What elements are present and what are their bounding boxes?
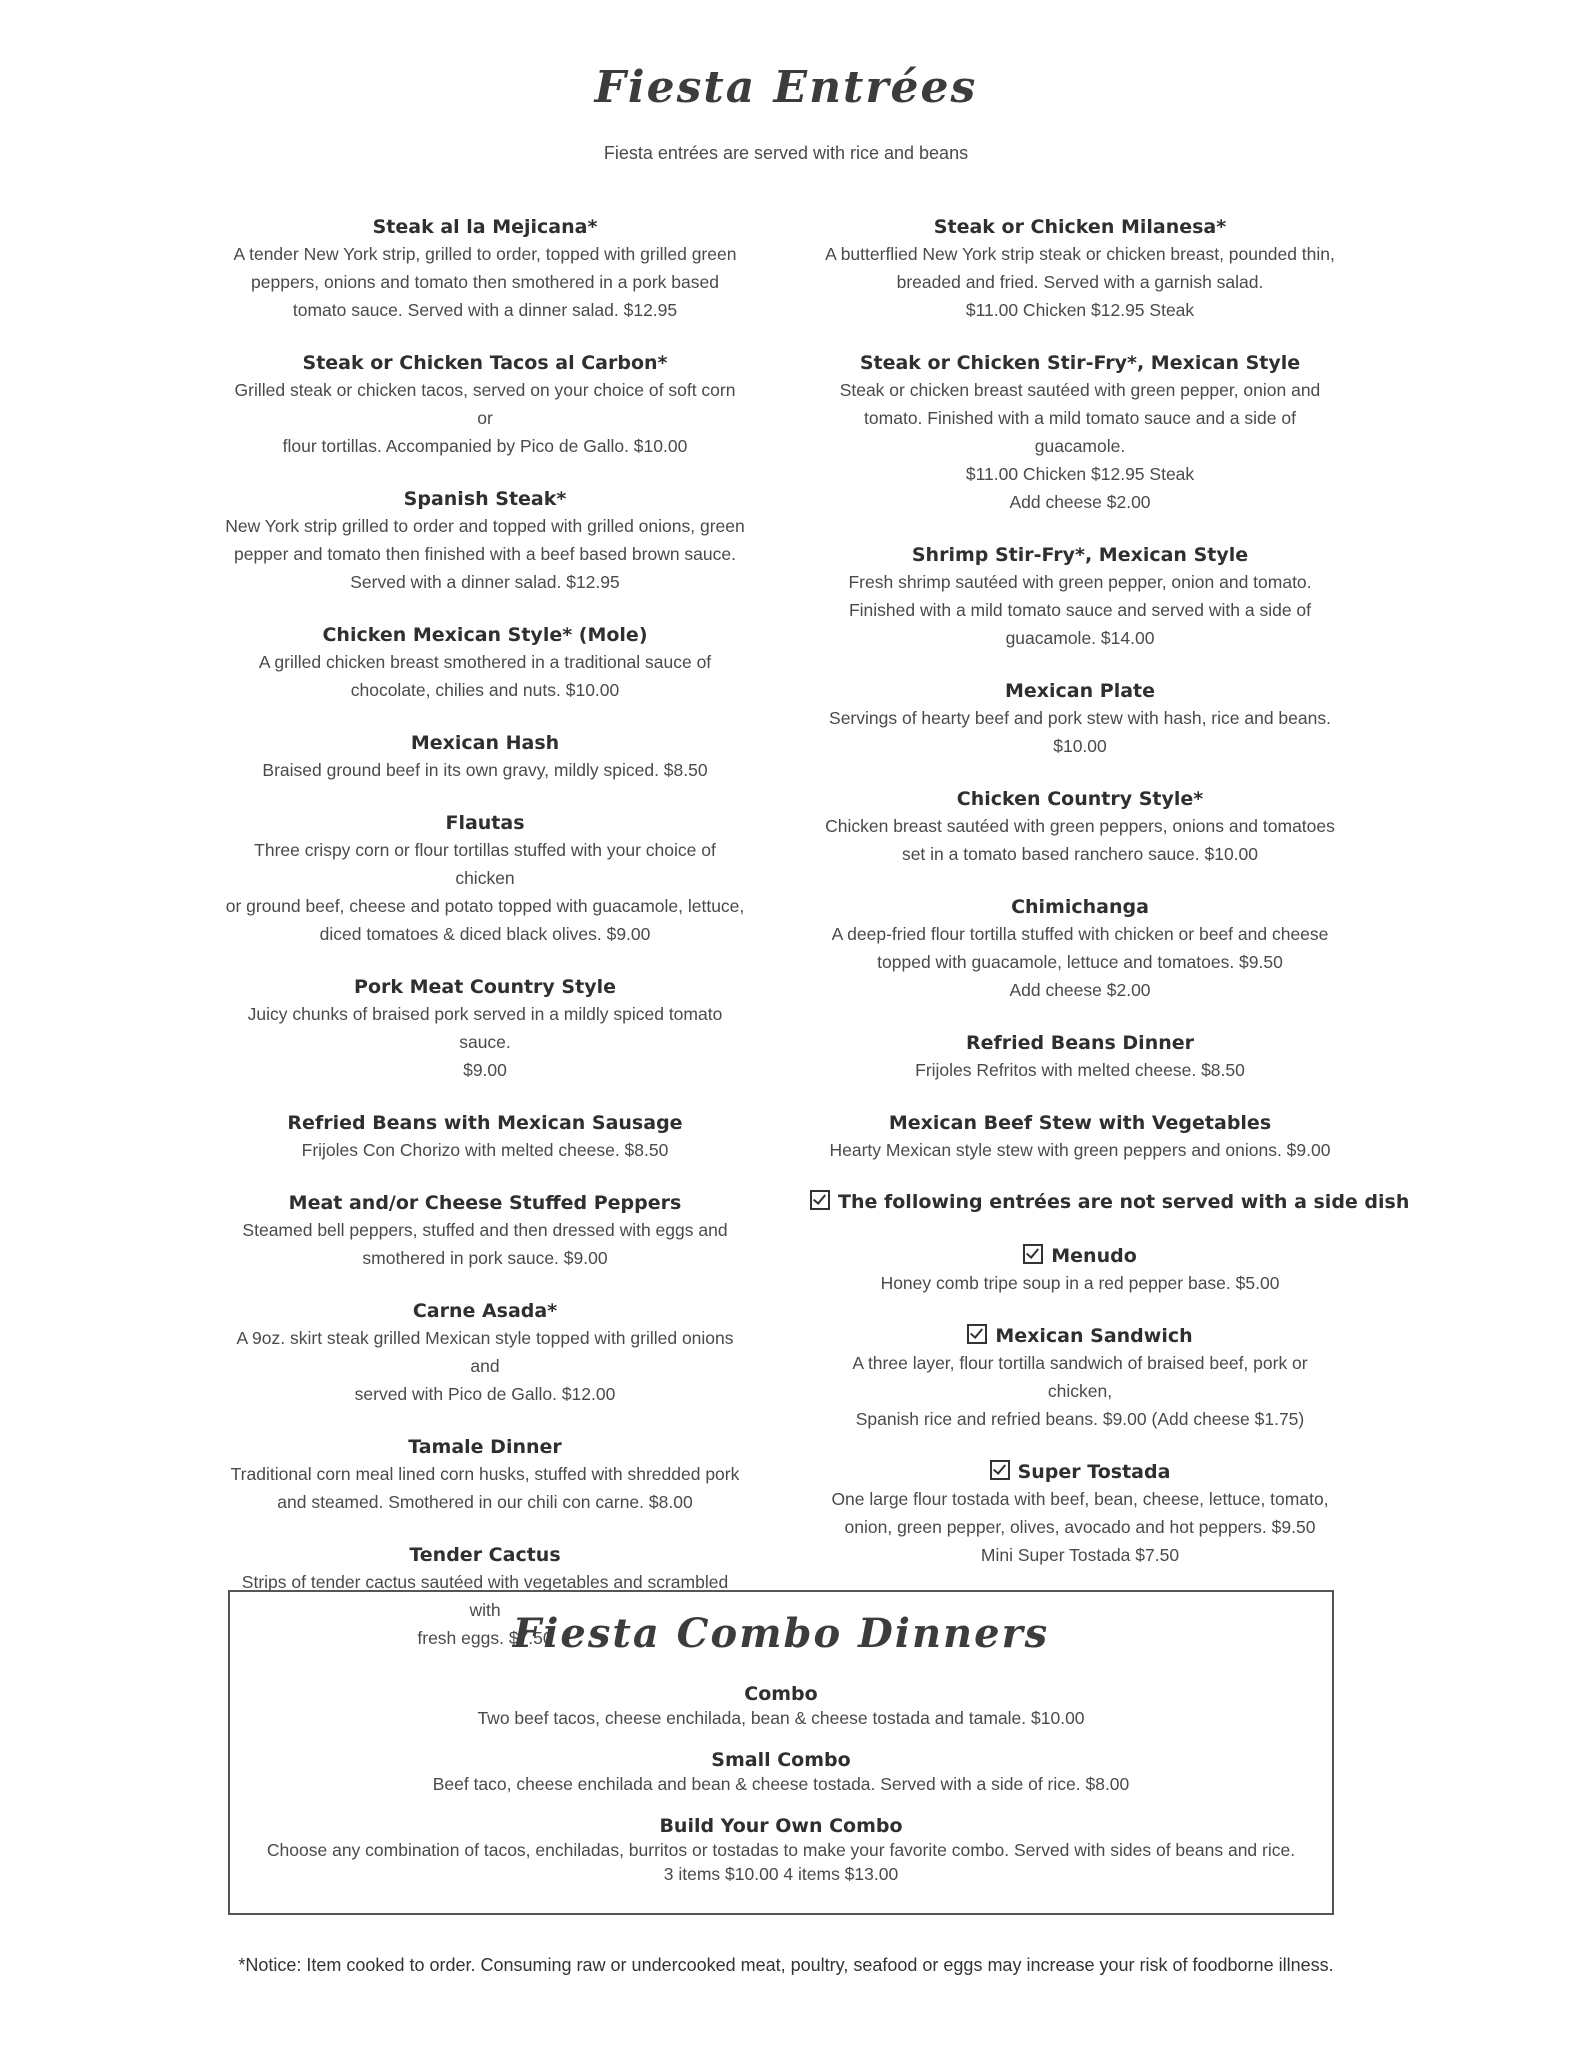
menu-item-description: Spanish rice and refried beans. $9.00 (Add cheese $1.75) xyxy=(855,1409,1305,1429)
menu-item-name xyxy=(225,730,745,756)
menu-item-description: served with Pico de Gallo. $12.00 xyxy=(354,1384,616,1404)
menu-item-name xyxy=(820,350,1340,376)
menu-item-title: Steak or Chicken Stir-Fry*, Mexican Style xyxy=(859,352,1301,374)
menu-item-description: A 9oz. skirt steak grilled Mexican style topped with grilled onions and xyxy=(236,1328,734,1376)
menu-item-name xyxy=(225,1434,745,1460)
combo-title: Fiesta Combo Dinners xyxy=(512,1610,1050,1657)
menu-item xyxy=(820,542,1340,652)
menu-item-description: Choose any combination of tacos, enchiladas, burritos or tostadas to make your favorite combo. Served with sides of beans and rice. xyxy=(266,1840,1296,1860)
menu-item-name xyxy=(225,810,745,836)
menu-item-title: Tender Cactus xyxy=(409,1544,561,1566)
menu-item-description: Add cheese $2.00 xyxy=(1009,980,1151,1000)
menu-item xyxy=(225,622,745,704)
menu-item-description: Beef taco, cheese enchilada and bean & cheese tostada. Served with a side of rice. $8.00 xyxy=(432,1774,1130,1794)
menu-item-title: Build Your Own Combo xyxy=(659,1815,903,1837)
menu-item-description: tomato sauce. Served with a dinner salad. $12.95 xyxy=(292,300,678,320)
menu-item-name xyxy=(225,214,745,240)
menu-item-name xyxy=(820,214,1340,240)
combo-item xyxy=(230,1682,1332,1730)
menu-item-description: diced tomatoes & diced black olives. $9.00 xyxy=(319,924,651,944)
menu-item-description: Two beef tacos, cheese enchilada, bean & cheese tostada and tamale. $10.00 xyxy=(477,1708,1085,1728)
menu-item xyxy=(820,678,1340,760)
menu-item-description: Braised ground beef in its own gravy, mildly spiced. $8.50 xyxy=(262,760,708,780)
menu-item xyxy=(225,350,745,460)
checked-box-icon xyxy=(1023,1244,1043,1264)
menu-item-description: One large flour tostada with beef, bean, cheese, lettuce, tomato, xyxy=(831,1489,1329,1509)
menu-item-description: Frijoles Refritos with melted cheese. $8.50 xyxy=(915,1060,1245,1080)
menu-item-title: Combo xyxy=(744,1683,818,1705)
right-column xyxy=(820,214,1410,1595)
menu-item-description: Three crispy corn or flour tortillas stuffed with your choice of chicken xyxy=(254,840,716,888)
menu-item-description: Servings of hearty beef and pork stew with hash, rice and beans. xyxy=(829,708,1331,728)
menu-item-name xyxy=(820,1323,1340,1349)
menu-item-description: Frijoles Con Chorizo with melted cheese. $8.50 xyxy=(301,1140,669,1160)
menu-item-description: Grilled steak or chicken tacos, served on your choice of soft corn or xyxy=(234,380,736,428)
menu-item-description: breaded and fried. Served with a garnish salad. xyxy=(896,272,1264,292)
menu-item-description: peppers, onions and tomato then smothered in a pork based xyxy=(251,272,719,292)
menu-item-description: $9.00 xyxy=(463,1060,507,1080)
menu-item xyxy=(820,214,1340,324)
checked-box-icon xyxy=(990,1460,1010,1480)
menu-item-title: Meat and/or Cheese Stuffed Peppers xyxy=(288,1192,682,1214)
menu-item-description: pepper and tomato then finished with a beef based brown sauce. xyxy=(233,544,736,564)
menu-item xyxy=(225,1190,745,1272)
menu-item-description: fresh eggs. $7.50 xyxy=(417,1628,553,1648)
menu-item-title: Flautas xyxy=(445,812,525,834)
menu-item-description: topped with guacamole, lettuce and tomatoes. $9.50 xyxy=(877,952,1283,972)
menu-item-name xyxy=(225,622,745,648)
menu-item-description: Strips of tender cactus sautéed with vegetables and scrambled with xyxy=(241,1572,729,1620)
menu-item-name xyxy=(225,1542,745,1568)
menu-item-description: Add cheese $2.00 xyxy=(1009,492,1151,512)
menu-item-name xyxy=(225,1298,745,1324)
menu-item-title: Mexican Hash xyxy=(410,732,560,754)
menu-item-title: Mexican Plate xyxy=(1004,680,1155,702)
menu-item xyxy=(225,974,745,1084)
menu-item-description: Fresh shrimp sautéed with green pepper, onion and tomato. xyxy=(848,572,1312,592)
menu-item-name xyxy=(820,1459,1340,1485)
menu-item-name xyxy=(225,1110,745,1136)
checked-box-icon xyxy=(810,1190,830,1210)
menu-item-description: Chicken breast sautéed with green peppers, onions and tomatoes xyxy=(825,816,1335,836)
menu-item-description: Hearty Mexican style stew with green peppers and onions. $9.00 xyxy=(829,1140,1331,1160)
menu-item-description: chocolate, chilies and nuts. $10.00 xyxy=(350,680,620,700)
menu-item xyxy=(820,1243,1340,1297)
menu-item-title: Steak or Chicken Milanesa* xyxy=(933,216,1227,238)
menu-item-title: Tamale Dinner xyxy=(408,1436,562,1458)
menu-item-name xyxy=(820,1243,1340,1269)
menu-item xyxy=(225,1434,745,1516)
menu-item-description: Traditional corn meal lined corn husks, stuffed with shredded pork xyxy=(230,1464,740,1484)
checked-box-icon xyxy=(967,1324,987,1344)
menu-item-description: Steak or chicken breast sautéed with green pepper, onion and xyxy=(839,380,1321,400)
menu-item-title: Chimichanga xyxy=(1011,896,1149,918)
menu-item-name xyxy=(225,1190,745,1216)
menu-item-title: Refried Beans Dinner xyxy=(966,1032,1194,1054)
menu-item-title: Steak or Chicken Tacos al Carbon* xyxy=(302,352,668,374)
menu-item-title: Spanish Steak* xyxy=(403,488,567,510)
menu-item xyxy=(225,810,745,948)
notice-text: *Notice: Item cooked to order. Consuming raw or undercooked meat, poultry, seafood or eggs may increase your risk of foodborne illness. xyxy=(238,1955,1334,1975)
menu-item-name xyxy=(230,1748,1332,1772)
menu-item xyxy=(820,786,1340,868)
menu-item xyxy=(820,1459,1340,1569)
menu-item-name xyxy=(820,542,1340,568)
menu-item-description: Juicy chunks of braised pork served in a mildly spiced tomato sauce. xyxy=(247,1004,723,1052)
menu-item-description: New York strip grilled to order and topped with grilled onions, green xyxy=(225,516,745,536)
menu-item xyxy=(820,350,1340,516)
menu-item-title: Steak al la Mejicana* xyxy=(372,216,598,238)
no-side-dish-note-text: The following entrées are not served with a side dish xyxy=(838,1191,1410,1213)
menu-item-description: Steamed bell peppers, stuffed and then dressed with eggs and xyxy=(242,1220,728,1240)
menu-item-description: or ground beef, cheese and potato topped with guacamole, lettuce, xyxy=(225,896,745,916)
menu-item-title: Refried Beans with Mexican Sausage xyxy=(287,1112,683,1134)
menu-item-description: flour tortillas. Accompanied by Pico de Gallo. $10.00 xyxy=(282,436,688,456)
menu-item-description: A tender New York strip, grilled to order, topped with grilled green xyxy=(233,244,737,264)
menu-item xyxy=(820,1110,1340,1164)
menu-item-name xyxy=(820,678,1340,704)
menu-item-name xyxy=(230,1814,1332,1838)
menu-item-description: guacamole. $14.00 xyxy=(1005,628,1155,648)
menu-item xyxy=(225,486,745,596)
menu-item-title: Mexican Sandwich xyxy=(995,1325,1193,1347)
menu-item-description: tomato. Finished with a mild tomato sauce and a side of guacamole. xyxy=(864,408,1296,456)
menu-item-name xyxy=(820,1030,1340,1056)
menu-item-name xyxy=(225,974,745,1000)
no-side-dish-note xyxy=(810,1190,1410,1213)
menu-item-name xyxy=(820,786,1340,812)
menu-item-title: Small Combo xyxy=(711,1749,851,1771)
menu-item-name xyxy=(820,1110,1340,1136)
combo-item xyxy=(230,1814,1332,1886)
menu-item-title: Menudo xyxy=(1051,1245,1137,1267)
menu-item-description: $11.00 Chicken $12.95 Steak xyxy=(965,464,1195,484)
menu-item-title: Chicken Country Style* xyxy=(956,788,1204,810)
menu-item xyxy=(820,1323,1340,1433)
menu-item-description: Honey comb tripe soup in a red pepper base. $5.00 xyxy=(880,1273,1280,1293)
menu-item-description: and steamed. Smothered in our chili con carne. $8.00 xyxy=(277,1492,693,1512)
menu-item-name xyxy=(225,350,745,376)
combo-items xyxy=(230,1682,1332,1904)
left-column xyxy=(225,214,745,1678)
menu-item xyxy=(225,214,745,324)
combo-item xyxy=(230,1748,1332,1796)
menu-item-title: Carne Asada* xyxy=(412,1300,558,1322)
menu-item-title: Mexican Beef Stew with Vegetables xyxy=(888,1112,1272,1134)
menu-item xyxy=(820,894,1340,1004)
menu-item-title: Shrimp Stir-Fry*, Mexican Style xyxy=(911,544,1249,566)
combo-dinners-box xyxy=(228,1590,1334,1915)
menu-item-name xyxy=(820,894,1340,920)
menu-item-description: smothered in pork sauce. $9.00 xyxy=(362,1248,608,1268)
menu-item-description: A three layer, flour tortilla sandwich of braised beef, pork or chicken, xyxy=(852,1353,1308,1401)
menu-item-description: set in a tomato based ranchero sauce. $10.00 xyxy=(901,844,1259,864)
menu-item-title: Pork Meat Country Style xyxy=(354,976,616,998)
menu-item-title: Super Tostada xyxy=(1017,1461,1171,1483)
menu-item-description: onion, green pepper, olives, avocado and hot peppers. $9.50 xyxy=(844,1517,1316,1537)
menu-item-description: Served with a dinner salad. $12.95 xyxy=(350,572,620,592)
menu-item-description: Finished with a mild tomato sauce and served with a side of xyxy=(848,600,1312,620)
menu-item-description: $10.00 xyxy=(1053,736,1107,756)
menu-item-description: A deep-fried flour tortilla stuffed with chicken or beef and cheese xyxy=(831,924,1329,944)
menu-item xyxy=(820,1030,1340,1084)
menu-item-description: 3 items $10.00 4 items $13.00 xyxy=(663,1864,899,1884)
menu-item-description: Mini Super Tostada $7.50 xyxy=(980,1545,1180,1565)
menu-item xyxy=(225,1298,745,1408)
menu-item xyxy=(225,730,745,784)
page-subtitle: Fiesta entrées are served with rice and beans xyxy=(603,143,969,163)
page-title: Fiesta Entrées xyxy=(594,62,978,113)
menu-item-name xyxy=(225,486,745,512)
menu-item-description: A grilled chicken breast smothered in a traditional sauce of xyxy=(258,652,712,672)
menu-item xyxy=(225,1110,745,1164)
menu-item-description: $11.00 Chicken $12.95 Steak xyxy=(965,300,1195,320)
menu-item-description: A butterflied New York strip steak or chicken breast, pounded thin, xyxy=(825,244,1335,264)
menu-item-name xyxy=(230,1682,1332,1706)
menu-item-title: Chicken Mexican Style* (Mole) xyxy=(322,624,648,646)
